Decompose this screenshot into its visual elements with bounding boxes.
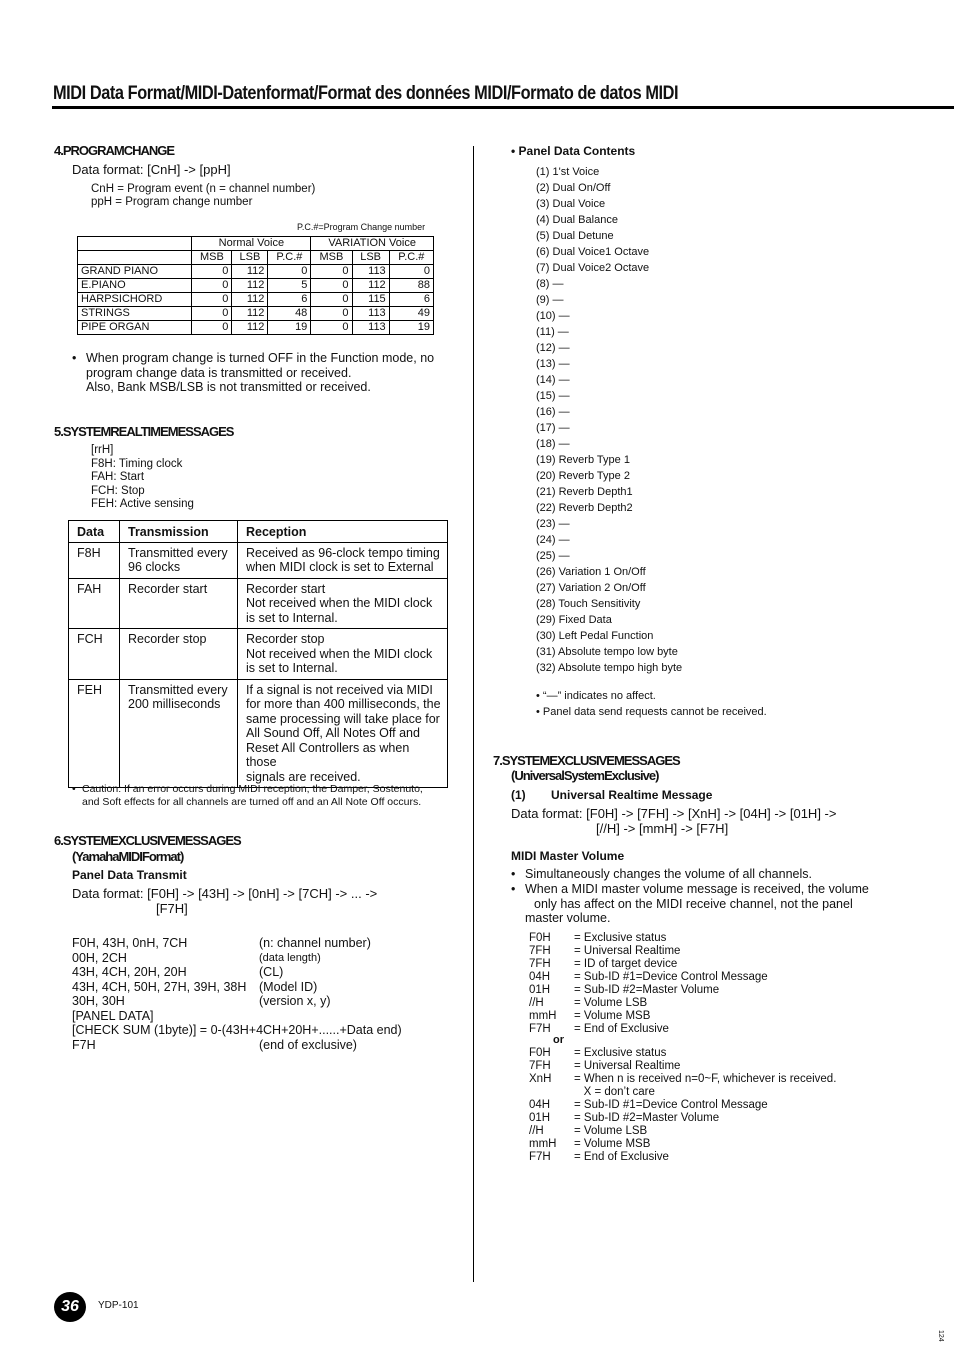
- list-item: (26) Variation 1 On/Off: [536, 566, 646, 578]
- transmission-cell: [120, 542, 238, 578]
- panel-note-2: • Panel data send requests cannot be received.: [536, 706, 767, 718]
- list-item: F8H: Timing clock: [91, 457, 183, 470]
- section-4-format: Data format: [CnH] -> [ppH]: [72, 162, 231, 177]
- format-code: F7H: [72, 1037, 96, 1052]
- format-code: F7H: [529, 1151, 551, 1163]
- format-desc: = Exclusive status: [574, 1047, 667, 1059]
- list-item: (24) —: [536, 534, 570, 546]
- format-code: 7FH: [529, 958, 551, 970]
- voice-name: HARPSICHORD: [78, 293, 192, 307]
- panel-data-contents-list: [536, 164, 682, 676]
- column-header: P.C.#: [389, 251, 433, 265]
- cell-line: All Sound Off, All Notes Off and: [246, 726, 420, 740]
- bullet-line: master volume.: [525, 911, 611, 925]
- list-item: (12) —: [536, 342, 570, 354]
- format-code: 43H, 4CH, 50H, 27H, 39H, 38H: [72, 979, 247, 994]
- format-desc: (version x, y): [259, 994, 331, 1008]
- reception-cell: [238, 578, 448, 629]
- list-item: (27) Variation 2 On/Off: [536, 582, 646, 594]
- table-row: [69, 578, 448, 629]
- master-volume-bullet-1: [511, 867, 911, 882]
- table-cell: 0: [192, 293, 232, 307]
- bullet-marker: •: [72, 783, 76, 795]
- side-page-number: 124: [937, 1330, 944, 1342]
- cell-line: Recorder start: [128, 581, 208, 596]
- section-7-format-line-1: Data format: [F0H] -> [7FH] -> [XnH] -> [04H] -> [01H] ->: [511, 806, 837, 821]
- cell-line: If a signal is not received via MIDI: [246, 682, 433, 697]
- list-item: (22) Reverb Depth2: [536, 502, 633, 514]
- table-cell: 0: [311, 307, 352, 321]
- table-cell: 19: [389, 321, 433, 335]
- panel-note-1: • “—” indicates no affect.: [536, 690, 656, 702]
- master-volume-bullet-2: [511, 882, 911, 926]
- bullet-line: only has affect on the MIDI receive channel, not the panel: [534, 896, 853, 911]
- column-header: MSB: [311, 251, 352, 265]
- format-code: //H: [529, 997, 544, 1009]
- table-cell: [78, 237, 192, 251]
- panel-data-transmit-heading: Panel Data Transmit: [72, 868, 187, 882]
- format-code: [CHECK SUM (1byte)] = 0-(43H+4CH+20H+......+Data end): [72, 1023, 402, 1037]
- list-item: (8) —: [536, 278, 564, 290]
- data-cell: FAH: [69, 578, 120, 629]
- realtime-messages-table: [68, 520, 448, 788]
- cell-line: for more than 400 milliseconds, the: [246, 697, 441, 711]
- list-item: (6) Dual Voice1 Octave: [536, 246, 650, 258]
- table-cell: 0: [192, 307, 232, 321]
- table-cell: 0: [268, 265, 311, 279]
- section-6-heading: 6.SYSTEMEXCLUSIVEMESSAGES: [54, 833, 241, 848]
- format-code: 7FH: [529, 945, 551, 957]
- table-cell: 0: [192, 265, 232, 279]
- list-item: (7) Dual Voice2 Octave: [536, 262, 650, 274]
- format-desc: (n: channel number): [259, 936, 371, 950]
- section-6-subheading: (YamahaMIDIFormat): [72, 849, 184, 864]
- table-cell: 112: [232, 265, 268, 279]
- table-cell: 112: [232, 321, 268, 335]
- format-desc: = Sub-ID #2=Master Volume: [574, 1112, 720, 1124]
- list-item: (29) Fixed Data: [536, 614, 612, 626]
- table-cell: 0: [311, 279, 352, 293]
- list-item: FEH: Active sensing: [91, 498, 194, 510]
- list-item: (23) —: [536, 518, 570, 530]
- table-cell: 0: [311, 265, 352, 279]
- column-divider: [473, 146, 474, 1282]
- table-row: [78, 293, 434, 307]
- universal-realtime-heading: Universal Realtime Message: [551, 788, 713, 802]
- format-code: 01H: [529, 984, 551, 996]
- format-desc: (end of exclusive): [259, 1037, 357, 1052]
- cell-line: signals are received.: [246, 769, 361, 784]
- format-desc: = End of Exclusive: [574, 1151, 669, 1163]
- list-item: (3) Dual Voice: [536, 198, 606, 210]
- table-row: [69, 629, 448, 680]
- list-item: (21) Reverb Depth1: [536, 486, 633, 498]
- transmission-cell: [120, 578, 238, 629]
- cell-line: Recorder start: [246, 581, 326, 596]
- list-item: (18) —: [536, 438, 570, 450]
- list-item: (17) —: [536, 422, 570, 434]
- list-item: (5) Dual Detune: [536, 230, 614, 242]
- table-cell: 0: [311, 321, 352, 335]
- table-cell: 113: [352, 321, 389, 335]
- list-item: (11) —: [536, 326, 569, 338]
- section-4-heading: 4.PROGRAMCHANGE: [54, 143, 175, 158]
- data-cell: FEH: [69, 679, 120, 788]
- section-7-heading: 7.SYSTEMEXCLUSIVEMESSAGES: [493, 753, 680, 768]
- table-cell: 115: [352, 293, 389, 307]
- voice-name: GRAND PIANO: [78, 265, 192, 279]
- master-volume-format-list-1: [529, 932, 768, 1036]
- bullet-line: When a MIDI master volume message is received, the volume: [525, 882, 869, 896]
- reception-cell: [238, 679, 448, 788]
- program-change-table: [77, 236, 434, 335]
- bullet-marker: •: [72, 351, 77, 365]
- normal-voice-group-header: Normal Voice: [192, 237, 311, 251]
- table-cell: 113: [352, 265, 389, 279]
- bullet-marker: •: [511, 867, 516, 881]
- model-label: YDP-101: [98, 1300, 139, 1311]
- list-item: (14) —: [536, 374, 570, 386]
- bullet-line: Simultaneously changes the volume of all channels.: [525, 867, 812, 881]
- cell-line: Not received when the MIDI clock: [246, 596, 433, 610]
- table-cell: 19: [268, 321, 311, 335]
- list-item: (4) Dual Balance: [536, 214, 618, 226]
- reception-cell: [238, 629, 448, 680]
- cell-line: is set to Internal.: [246, 610, 338, 625]
- format-desc: (data length): [259, 951, 321, 964]
- cell-line: Recorder stop: [128, 632, 207, 646]
- voice-name: PIPE ORGAN: [78, 321, 192, 335]
- table-cell: 6: [389, 293, 433, 307]
- transmission-cell: [120, 679, 238, 788]
- cell-line: 96 clocks: [128, 560, 181, 574]
- format-code: XnH: [529, 1073, 552, 1085]
- table-header-row: [78, 251, 434, 265]
- section-4-def-1: CnH = Program event (n = channel number): [91, 183, 316, 195]
- voice-name: STRINGS: [78, 307, 192, 321]
- format-desc: = Sub-ID #2=Master Volume: [574, 984, 720, 996]
- table-cell: 0: [192, 321, 232, 335]
- list-item: (28) Touch Sensitivity: [536, 598, 641, 610]
- format-code: F0H, 43H, 0nH, 7CH: [72, 936, 188, 950]
- list-item: [rrH]: [91, 444, 114, 456]
- format-desc: (CL): [259, 965, 284, 979]
- list-item: (13) —: [536, 358, 570, 370]
- table-row: [78, 279, 434, 293]
- format-code: 00H, 2CH: [72, 950, 127, 965]
- list-item: (30) Left Pedal Function: [536, 630, 654, 642]
- table-cell: 112: [352, 279, 389, 293]
- format-code: mmH: [529, 1138, 557, 1150]
- caution-line: Caution: If an error occurs during MIDI reception, the Damper, Sostenuto,: [82, 783, 423, 795]
- list-item: (20) Reverb Type 2: [536, 470, 630, 482]
- master-volume-format-list-2: [529, 1047, 836, 1164]
- cell-line: same processing will take place for: [246, 711, 440, 726]
- table-row: [69, 679, 448, 788]
- universal-realtime-number: (1): [511, 788, 526, 802]
- list-item: (32) Absolute tempo high byte: [536, 662, 683, 674]
- format-desc: = Sub-ID #1=Device Control Message: [574, 1099, 768, 1111]
- format-desc: = Exclusive status: [574, 932, 667, 944]
- bullet-marker: •: [511, 882, 516, 896]
- format-code: mmH: [529, 1010, 557, 1022]
- table-cell: 0: [192, 279, 232, 293]
- section-5-heading: 5.SYSTEMREALTIMEMESSAGES: [54, 424, 234, 439]
- format-desc: = End of Exclusive: [574, 1023, 669, 1035]
- format-desc: X = don’t care: [574, 1086, 655, 1098]
- list-item: (19) Reverb Type 1: [536, 454, 630, 466]
- column-header: Reception: [238, 521, 448, 543]
- format-code: [529, 1086, 574, 1099]
- format-code: 30H, 30H: [72, 994, 125, 1008]
- section-6-format-line-1: Data format: [F0H] -> [43H] -> [0nH] -> [7CH] -> ... ->: [72, 886, 378, 901]
- table-cell: 0: [311, 293, 352, 307]
- format-desc: = Sub-ID #1=Device Control Message: [574, 971, 768, 983]
- table-row: [78, 307, 434, 321]
- format-code: 04H: [529, 971, 551, 983]
- data-cell: FCH: [69, 629, 120, 680]
- table-cell: 113: [352, 307, 389, 321]
- list-item: (15) —: [536, 390, 570, 402]
- format-desc: = Universal Realtime: [574, 1060, 681, 1072]
- table-row: [78, 265, 434, 279]
- column-header: P.C.#: [268, 251, 311, 265]
- cell-line: Received as 96-clock tempo timing: [246, 545, 440, 560]
- table-cell: 5: [268, 279, 311, 293]
- or-separator: or: [553, 1034, 564, 1046]
- format-desc: = When n is received n=0~F, whichever is received.: [574, 1073, 837, 1085]
- format-code: F0H: [529, 1047, 551, 1059]
- exclusive-format-list: [72, 936, 402, 1052]
- list-item: (16) —: [536, 406, 570, 418]
- data-cell: F8H: [69, 542, 120, 578]
- caution-note: [72, 783, 423, 808]
- cell-line: Recorder stop: [246, 632, 325, 646]
- column-header: LSB: [232, 251, 268, 265]
- page-number-badge: 36: [54, 1292, 86, 1322]
- cell-line: Not received when the MIDI clock: [246, 646, 433, 661]
- format-code: 04H: [529, 1099, 551, 1111]
- format-desc: (Model ID): [259, 979, 318, 994]
- cell-line: Transmitted every: [128, 545, 228, 560]
- format-desc: = ID of target device: [574, 958, 678, 970]
- list-item: FAH: Start: [91, 471, 145, 483]
- reception-cell: [238, 542, 448, 578]
- cell-line: Transmitted every: [128, 682, 228, 697]
- table-row: [69, 542, 448, 578]
- section-6-format-line-2: [F7H]: [156, 901, 188, 916]
- table-cell: 6: [268, 293, 311, 307]
- list-item: (2) Dual On/Off: [536, 182, 611, 194]
- format-desc: = Volume LSB: [574, 1125, 648, 1137]
- list-item: (31) Absolute tempo low byte: [536, 646, 678, 658]
- list-item: (10) —: [536, 310, 570, 322]
- table-cell: 88: [389, 279, 433, 293]
- table-row: [78, 321, 434, 335]
- section-4-def-2: ppH = Program change number: [91, 196, 253, 208]
- page-title: MIDI Data Format/MIDI-Datenformat/Format des données MIDI/Formato de datos MIDI: [53, 83, 679, 104]
- format-code: F7H: [529, 1023, 551, 1035]
- list-item: (25) —: [536, 550, 570, 562]
- table-cell: [78, 251, 192, 265]
- transmission-cell: [120, 629, 238, 680]
- cell-line: when MIDI clock is set to External: [246, 560, 434, 574]
- cell-line: is set to Internal.: [246, 661, 338, 675]
- format-desc: = Volume LSB: [574, 997, 648, 1009]
- list-item: FCH: Stop: [91, 484, 145, 497]
- format-code: [PANEL DATA]: [72, 1008, 154, 1023]
- cell-line: Reset All Controllers as when those: [246, 740, 410, 769]
- title-rule: [52, 106, 954, 109]
- format-desc: = Volume MSB: [574, 1138, 651, 1150]
- master-volume-heading: MIDI Master Volume: [511, 849, 625, 863]
- table-cell: 0: [389, 265, 433, 279]
- list-item: (9) —: [536, 294, 564, 306]
- pc-note: P.C.#=Program Change number: [297, 222, 426, 232]
- bullet-line: program change data is transmitted or received.: [86, 365, 352, 380]
- table-cell: 112: [232, 307, 268, 321]
- format-desc: = Universal Realtime: [574, 945, 681, 957]
- column-header: LSB: [352, 251, 389, 265]
- section-7-format-line-2: [//H] -> [mmH] -> [F7H]: [596, 821, 729, 836]
- voice-name: E.PIANO: [78, 279, 192, 293]
- panel-data-contents-heading: • Panel Data Contents: [511, 144, 636, 158]
- cell-line: 200 milliseconds: [128, 697, 221, 711]
- format-code: 7FH: [529, 1060, 551, 1072]
- table-cell: 49: [389, 307, 433, 321]
- format-code: F0H: [529, 932, 551, 944]
- format-desc: = Volume MSB: [574, 1010, 651, 1022]
- section-7-subheading: (UniversalSystemExclusive): [511, 768, 659, 783]
- table-cell: 112: [232, 293, 268, 307]
- column-header: Transmission: [120, 521, 238, 543]
- column-header: MSB: [192, 251, 232, 265]
- format-code: 43H, 4CH, 20H, 20H: [72, 965, 187, 979]
- bullet-line: When program change is turned OFF in the Function mode, no: [86, 351, 435, 365]
- table-cell: 48: [268, 307, 311, 321]
- column-header: Data: [69, 521, 120, 543]
- bullet-line: Also, Bank MSB/LSB is not transmitted or received.: [86, 380, 371, 394]
- format-code: 01H: [529, 1112, 551, 1124]
- list-item: (1) 1'st Voice: [536, 166, 600, 178]
- realtime-code-list: [91, 444, 194, 512]
- format-desc: [259, 1009, 402, 1024]
- format-code: //H: [529, 1125, 544, 1137]
- section-4-bullet: [72, 351, 452, 395]
- table-group-header-row: [78, 237, 434, 251]
- variation-voice-group-header: VARIATION Voice: [311, 237, 434, 251]
- caution-line: and Soft effects for all channels are turned off and an All Note Off occurs.: [82, 795, 422, 808]
- table-header-row: [69, 521, 448, 543]
- table-cell: 112: [232, 279, 268, 293]
